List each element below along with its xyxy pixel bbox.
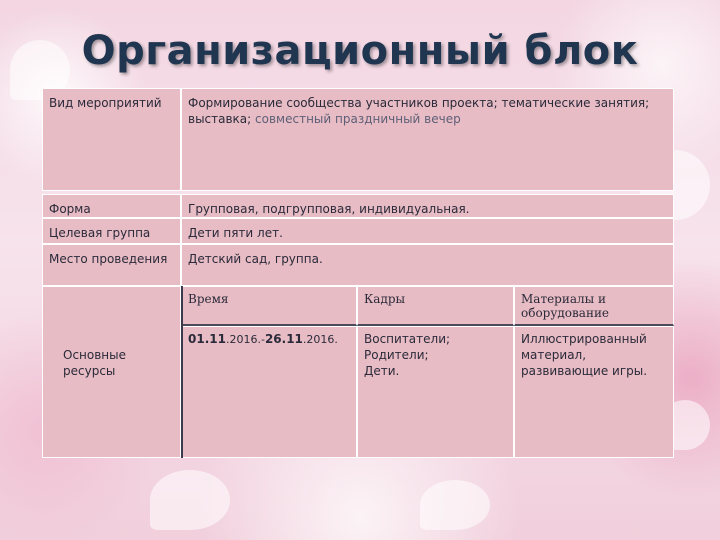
list-item: Воспитатели;	[364, 332, 451, 346]
time-end-day: 26.11	[264, 332, 303, 346]
divider	[181, 286, 183, 458]
time-start-day: 01.11	[188, 332, 226, 346]
row-label: Форма	[42, 194, 181, 218]
decor-petal	[420, 480, 490, 530]
row-value: Групповая, подгрупповая, индивидуальная.	[181, 194, 674, 218]
resources-label-cell	[42, 286, 181, 458]
table-row	[42, 244, 674, 286]
materials-cell	[514, 326, 674, 458]
row-value: Дети пяти лет.	[181, 218, 674, 244]
row-value-muted: совместный праздничный вечер	[251, 112, 461, 126]
resources-label: Основные ресурсы	[63, 348, 127, 378]
table-row	[42, 218, 674, 244]
list-item: Родители;	[364, 348, 429, 362]
time-end-year: .2016.	[302, 333, 338, 346]
time-start-year: .2016.-	[225, 333, 265, 346]
list-item: Дети.	[364, 364, 400, 378]
staff-cell	[357, 326, 514, 458]
time-cell	[181, 326, 357, 458]
row-value: Детский сад, группа.	[181, 244, 674, 286]
row-value-text: Формирование сообщества участников проекта; тематические занятия; выставка;	[188, 96, 650, 126]
row-label: Место проведения	[42, 244, 181, 286]
row-label: Вид мероприятий	[42, 88, 181, 191]
table-row	[42, 88, 674, 191]
resources-subtable	[181, 286, 674, 458]
header-time: Время	[181, 286, 357, 326]
list-item: Иллюстрированный	[521, 332, 647, 346]
header-staff: Кадры	[357, 286, 514, 326]
header-materials: Материалы и оборудование	[514, 286, 674, 326]
list-item: материал,	[521, 348, 587, 362]
table-row	[42, 194, 674, 218]
slide-title: Организационный блок	[81, 28, 639, 74]
row-label: Целевая группа	[42, 218, 181, 244]
list-item: развивающие игры.	[521, 364, 648, 378]
row-value	[181, 88, 674, 191]
decor-petal	[150, 470, 230, 530]
